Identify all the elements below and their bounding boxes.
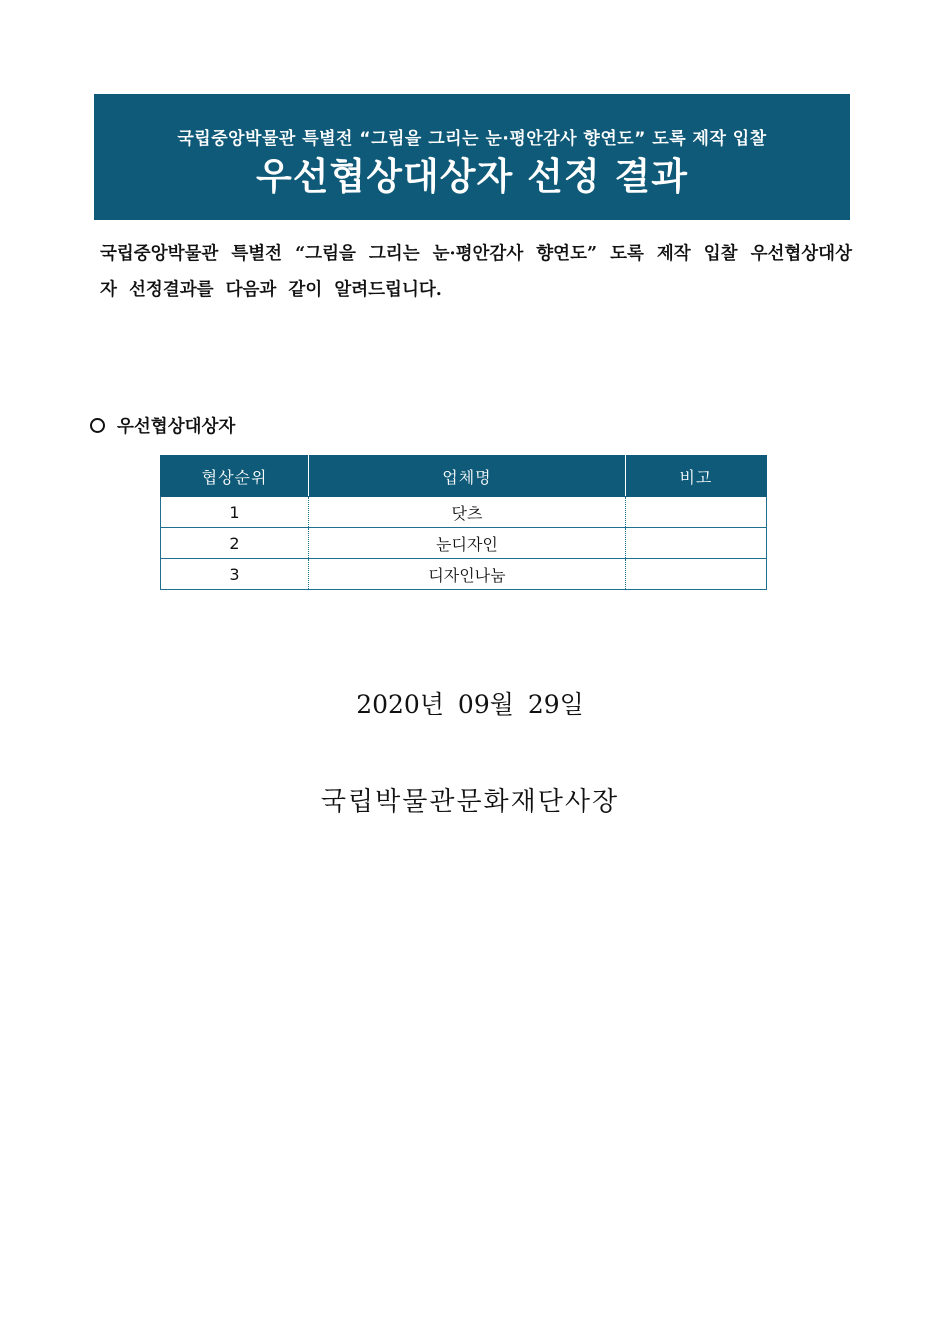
result-table: [160, 455, 767, 590]
note-cell: [625, 528, 766, 559]
signer-name: 국립박물관문화재단사장: [320, 787, 620, 817]
column-header-rank: 협상순위: [161, 456, 309, 497]
note-cell: [625, 559, 766, 590]
company-cell: 눈디자인: [309, 528, 626, 559]
table-row: [161, 528, 767, 559]
section-heading: [90, 413, 235, 438]
table-header-row: [161, 456, 767, 497]
rank-cell: 1: [161, 497, 309, 528]
circle-icon: [90, 418, 105, 433]
note-cell: [625, 497, 766, 528]
company-cell: 디자인나눔: [309, 559, 626, 590]
company-cell: 닷츠: [309, 497, 626, 528]
column-header-company: 업체명: [309, 456, 626, 497]
intro-paragraph: 국립중앙박물관 특별전 “그림을 그리는 눈·평안감사 향연도” 도록 제작 입찰 우선협상대상자 선정결과를 다음과 같이 알려드립니다.: [100, 244, 852, 300]
header-banner: [94, 94, 850, 220]
announcement-date: 2020년 09월 29일: [356, 690, 584, 719]
header-subtitle: 국립중앙박물관 특별전 “그림을 그리는 눈·평안감사 향연도” 도록 제작 입찰: [177, 129, 767, 149]
column-header-note: 비고: [625, 456, 766, 497]
table-row: [161, 497, 767, 528]
rank-cell: 2: [161, 528, 309, 559]
rank-cell: 3: [161, 559, 309, 590]
table-row: [161, 559, 767, 590]
section-heading-label: 우선협상대상자: [117, 417, 236, 437]
page-title: 우선협상대상자 선정 결과: [256, 155, 688, 198]
